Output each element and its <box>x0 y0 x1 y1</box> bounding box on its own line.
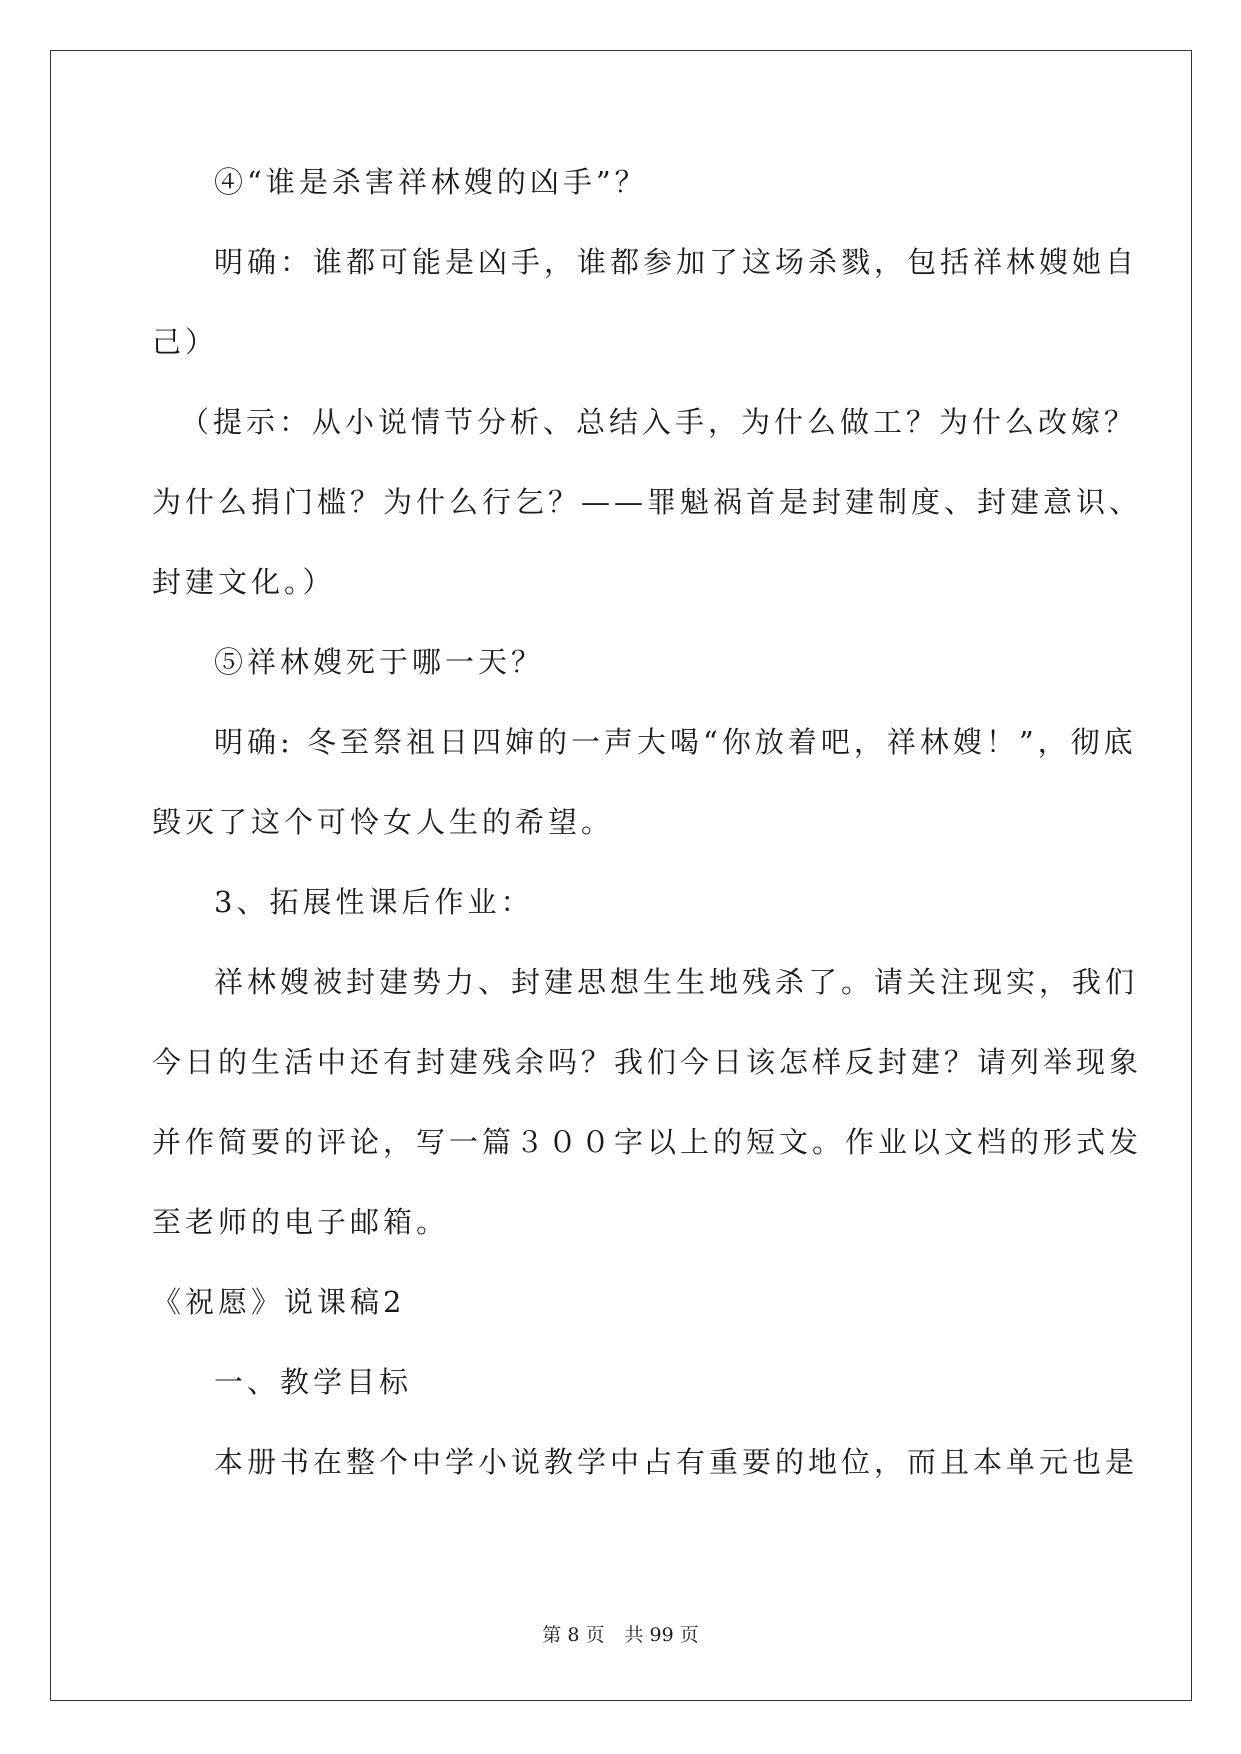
paragraph-line: 明确：谁都可能是凶手，谁都参加了这场杀戮，包括祥林嫂她自 <box>214 245 1139 279</box>
page-number: 第 8 页 <box>542 1624 605 1646</box>
paragraph-line: ④“谁是杀害祥林嫂的凶手”？ <box>214 165 648 199</box>
paragraph-line: 并作简要的评论，写一篇３００字以上的短文。作业以文档的形式发 <box>152 1125 1143 1159</box>
section-heading: 3、拓展性课后作业： <box>214 885 534 919</box>
paragraph-line: 为什么捐门槛？为什么行乞？——罪魁祸首是封建制度、封建意识、 <box>152 485 1143 519</box>
paragraph-line: 明确: 冬至祭祖日四婶的一声大喝“你放着吧，祥林嫂！”，彻底 <box>214 725 1137 759</box>
page-total: 共 99 页 <box>624 1624 699 1646</box>
section-heading: 一、教学目标 <box>214 1365 413 1399</box>
paragraph-line: 至老师的电子邮箱。 <box>152 1205 450 1239</box>
paragraph-line: ⑤祥林嫂死于哪一天？ <box>214 645 545 679</box>
paragraph-line: （提示：从小说情节分析、总结入手，为什么做工？为什么改嫁？ <box>180 405 1138 439</box>
document-title: 《祝愿》说课稿2 <box>152 1285 406 1319</box>
paragraph-line: 今日的生活中还有封建残余吗？我们今日该怎样反封建？请列举现象 <box>152 1045 1143 1079</box>
paragraph-line: 毁灭了这个可怜女人生的希望。 <box>152 805 615 839</box>
paragraph-line: 封建文化。） <box>152 565 336 599</box>
page-footer <box>0 1622 1241 1648</box>
paragraph-line: 祥林嫂被封建势力、封建思想生生地残杀了。请关注现实，我们 <box>214 965 1139 999</box>
paragraph-line: 本册书在整个中学小说教学中占有重要的地位，而且本单元也是 <box>214 1445 1139 1479</box>
paragraph-line: 己） <box>152 325 219 359</box>
